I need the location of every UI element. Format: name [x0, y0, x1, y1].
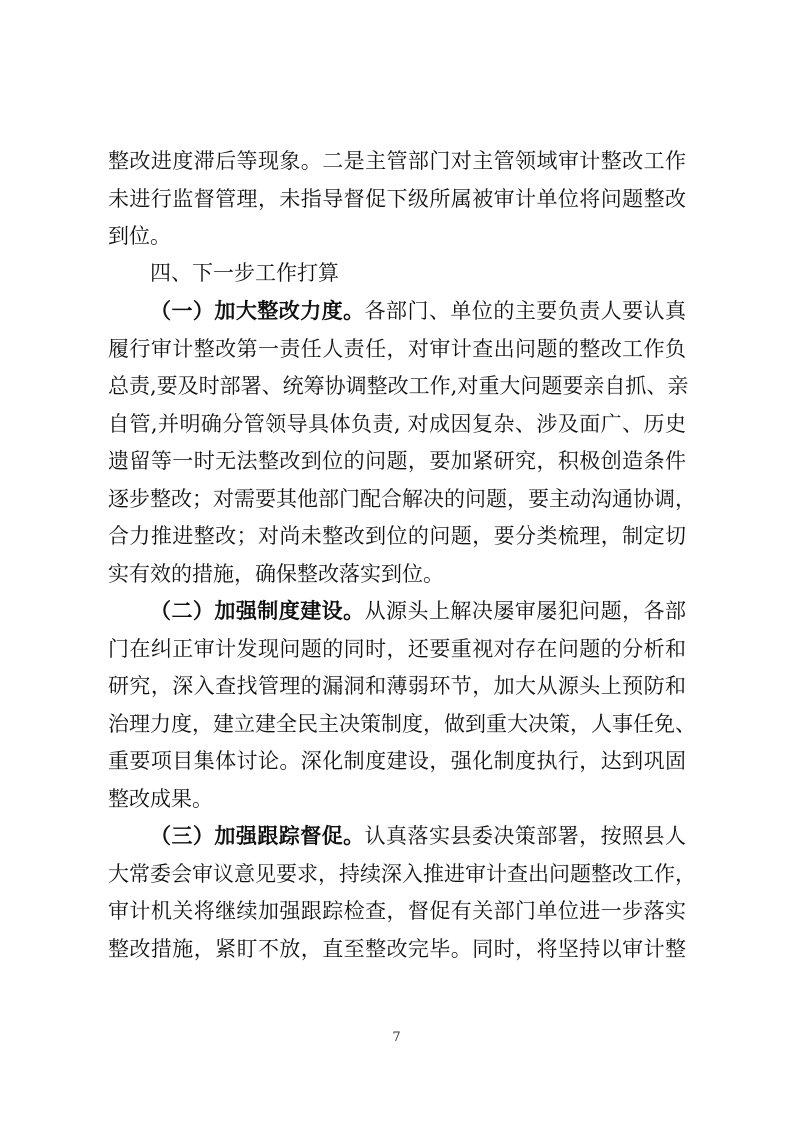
body-line: 整改措施，紧盯不放，直至整改完毕。同时，将坚持以审计整: [108, 937, 686, 961]
paragraph-lead-line: [150, 296, 686, 326]
body-text: 各部门、单位的主要负责人要认真: [364, 299, 687, 323]
body-line: 门在纠正审计发现问题的同时，还要重视对存在问题的分析和: [108, 637, 686, 661]
body-line: 合力推进整改；对尚未整改到位的问题，要分类梳理，制定切: [108, 524, 686, 548]
subsection-title: （二）加强制度建设。: [150, 599, 365, 623]
body-line: 研究，深入查找管理的漏洞和薄弱环节，加大从源头上预防和: [108, 674, 686, 698]
subsection-title: （三）加强跟踪督促。: [150, 824, 365, 848]
body-text: 从源头上解决屡审屡犯问题，各部: [364, 599, 687, 623]
body-line: 履行审计整改第一责任人责任，对审计查出问题的整改工作负: [108, 337, 686, 361]
body-line: 整改成果。: [108, 787, 213, 811]
body-text: 认真落实县委决策部署，按照县人: [364, 824, 687, 848]
body-line: 重要项目集体讨论。深化制度建设，强化制度执行，达到巩固: [108, 749, 686, 773]
body-line: 整改进度滞后等现象。二是主管部门对主管领域审计整改工作: [108, 149, 686, 173]
body-line: 逐步整改；对需要其他部门配合解决的问题，要主动沟通协调，: [108, 487, 696, 511]
paragraph-lead-line: [150, 596, 686, 626]
page-number: 7: [392, 1030, 401, 1045]
body-line: 审计机关将继续加强跟踪检查，督促有关部门单位进一步落实: [108, 899, 686, 923]
body-line: 总责,要及时部署、统筹协调整改工作,对重大问题要亲自抓、亲: [108, 374, 689, 398]
subsection-title: （一）加大整改力度。: [150, 299, 365, 323]
paragraph-lead-line: [150, 821, 686, 851]
section-heading: 四、下一步工作打算: [150, 261, 339, 285]
body-line: 自管,并明确分管领导具体负责, 对成因复杂、涉及面广、历史: [108, 412, 686, 436]
body-line: 治理力度，建立建全民主决策制度，做到重大决策，人事任免、: [108, 712, 696, 736]
body-line: 遗留等一时无法整改到位的问题，要加紧研究，积极创造条件: [108, 449, 686, 473]
body-line: 大常委会审议意见要求，持续深入推进审计查出问题整改工作，: [108, 862, 696, 886]
body-line: 未进行监督管理，未指导督促下级所属被审计单位将问题整改: [108, 187, 686, 211]
body-line: 实有效的措施，确保整改落实到位。: [108, 562, 444, 586]
body-line: 到位。: [108, 224, 171, 248]
